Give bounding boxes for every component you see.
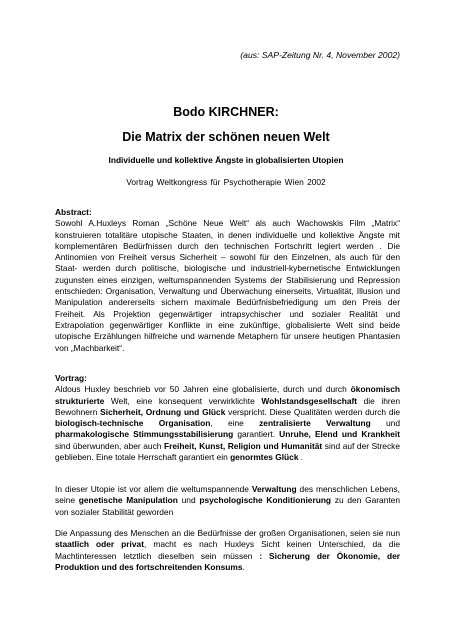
- author-name: Bodo KIRCHNER:: [173, 105, 279, 119]
- text-run: garantiert.: [233, 429, 280, 440]
- text-run: sind auf der Strecke geblieben. Eine totale Herrschaft garantiert ein: [55, 440, 400, 463]
- text-run: und: [177, 495, 200, 506]
- emphasis: Verwaltung: [251, 484, 297, 494]
- text-run: Die Anpassung des Menschen an die Bedürfnisse der großen Organisationen, seien sie nun: [55, 528, 400, 538]
- talk-info: Vortrag Weltkongress für Psychotherapie Wien 2002: [126, 177, 326, 187]
- emphasis: staatlich oder privat: [55, 539, 144, 550]
- emphasis: Sicherheit, Ordnung und Glück: [100, 406, 226, 417]
- abstract-section: [55, 207, 400, 354]
- text-run: zu den Garanten von sozialer Stabilität geworden: [55, 495, 400, 517]
- text-run: die ihren Bewohnern: [55, 395, 401, 417]
- emphasis: : Sicherung der Ökonomie, der Produktion und des fortschreitenden Konsums: [55, 550, 400, 572]
- abstract-heading: Abstract:: [55, 207, 92, 217]
- source-note: (aus: SAP-Zeitung Nr. 4, November 2002): [240, 50, 400, 60]
- paragraph-text: [55, 528, 400, 573]
- text-run: Welt, eine konsequent verwirklichte: [104, 395, 262, 406]
- vortrag-paragraph-1: [55, 384, 400, 463]
- text-run: .: [242, 561, 245, 572]
- emphasis: zentralisierte Verwaltung: [259, 418, 371, 429]
- text-run: und: [370, 418, 400, 429]
- text-run: .: [298, 452, 304, 463]
- text-run: des menschlichen Lebens, seine: [55, 484, 401, 506]
- vortrag-paragraph-2: [55, 484, 400, 518]
- emphasis: Wohlstandsgesellschaft: [261, 395, 358, 406]
- emphasis: psychologische Konditionierung: [199, 495, 332, 506]
- paragraph-text: [55, 484, 400, 518]
- subtitle: Individuelle und kollektive Ängste in globalisierten Utopien: [108, 155, 344, 165]
- text-run: In dieser Utopie ist vor allem die weltumspannende: [55, 484, 252, 494]
- emphasis: pharmakologische Stimmungsstabilisierung: [55, 429, 234, 440]
- text-run: , eine: [210, 418, 260, 429]
- page-title: Die Matrix der schönen neuen Welt: [122, 130, 330, 144]
- abstract-text: Sowohl A.Huxleys Roman „Schöne Neue Welt“ als auch Wachowskis Film „Matrix“ konstruieren totalitäre utopische Staaten, in denen individuelle und kollektive Ängste mit komplementären Bedürfnissen durch den technischen Fortschritt legiert werden . Die Antinomien von Freiheit versus Sicherheit – sowohl für den Einzelnen, als auch für den Staat- werden durch politische, biologische und industriell-kybernetische Entwicklungen zugunsten eines einzigen, weltumspannenden Systems der Stabilisierung und Repression entschieden: Organisation, Verwaltung und Überwachung einerseits, Virtualität, Illusion und Manipulation andererseits sichern maximale Bedürfnisbefriedigung um den Preis der Freiheit. Als Projektion gegenwärtiger intrapsychischer und sozialer Realität und Extrapolation gegenwärtiger Konflikte in eine zukünftige, globalisierte Welt sind beide utopische Erzählungen hilfreiche und warnende Metaphern für unsere heutigen Phantasien von „Machbarkeit“.: [55, 218, 400, 353]
- emphasis: genetische Manipulation: [78, 495, 178, 506]
- emphasis: genormtes Glück: [230, 452, 299, 463]
- vortrag-paragraph-3: [55, 528, 400, 573]
- vortrag-heading: Vortrag:: [55, 373, 87, 383]
- emphasis: Freiheit, Kunst, Religion und Humanität: [163, 440, 323, 451]
- emphasis: Unruhe, Elend und Krankheit: [279, 429, 400, 440]
- emphasis: biologisch-technische Organisation: [55, 418, 211, 429]
- text-run: , macht es nach Huxleys Sicht keinen Unterschied, da die Machtinteressen letztlich dieselben sein müssen: [55, 539, 400, 561]
- vortrag-section: [55, 373, 400, 463]
- text-run: Aldous Huxley beschrieb vor 50 Jahren eine globalisierte, durch und durch: [55, 384, 351, 395]
- emphasis: ökonomisch strukturierte: [55, 384, 400, 406]
- text-run: verspricht. Diese Qualitäten werden durch die: [225, 406, 400, 417]
- text-run: sind überwunden, aber auch: [55, 440, 164, 451]
